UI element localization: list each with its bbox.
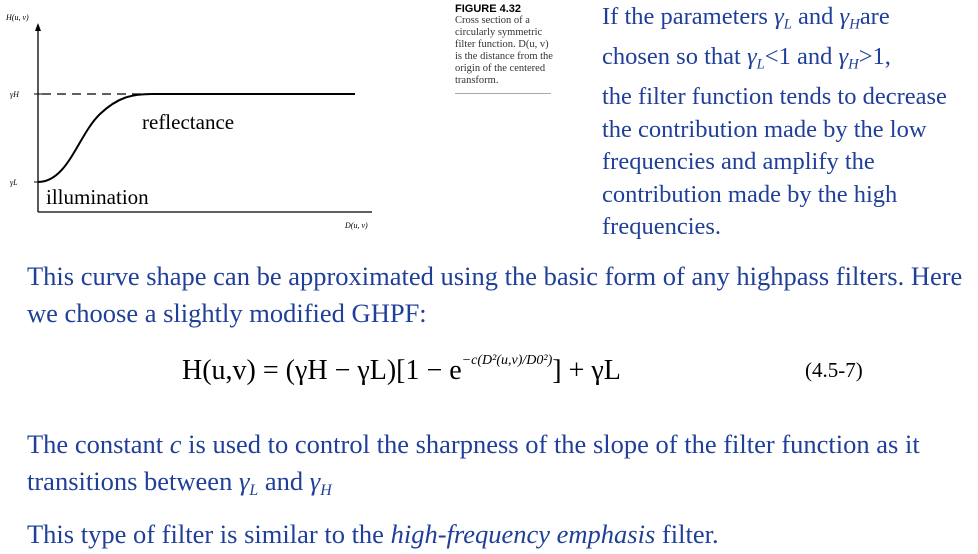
- equation-number: (4.5-7): [805, 358, 863, 382]
- constant-c: c: [169, 429, 182, 459]
- gamma-l-tick-label: γL: [10, 178, 18, 187]
- equation-exponent: −c(D²(u,v)/D0²): [461, 353, 553, 368]
- gamma-h-tick-label: γH: [10, 90, 19, 99]
- gamma-symbol: γ: [238, 466, 250, 496]
- side-text-part: and: [791, 3, 840, 30]
- caption-text: Cross section of a circularly symmetric filter function. D(u, v) is the distance from the origin of the centered transform.: [455, 15, 553, 86]
- side-text-part: are: [859, 3, 890, 30]
- figure-number: FIGURE 4.32: [455, 3, 522, 15]
- side-text-part: If the parameters: [602, 3, 775, 30]
- side-text-part: <1 and: [764, 43, 839, 70]
- filter-curve: [38, 94, 355, 182]
- paragraph-highpass-intro: This curve shape can be approximated using the basic form of any highpass filters. Here we choose a slightly modified GHPF:: [27, 261, 963, 328]
- reflectance-label: reflectance: [142, 110, 235, 134]
- y-axis-arrow: [35, 23, 41, 31]
- paragraph-hfe-similarity: [27, 516, 967, 553]
- equation-lhs: H(u,v) = (γH − γL)[1 − e: [182, 355, 462, 386]
- para3-part: This type of filter is similar to the: [27, 519, 391, 549]
- para2-part: is used to control the sharpness of the slope of the filter function as it transitions between: [27, 429, 920, 496]
- gamma-symbol: γ: [838, 43, 849, 70]
- para3-part: filter.: [655, 519, 719, 549]
- equation-4-5-7: [182, 343, 702, 403]
- subscript-h: H: [848, 56, 859, 73]
- gamma-symbol: γ: [774, 3, 784, 30]
- gamma-symbol: γ: [746, 43, 757, 70]
- emphasis-hfe: high-frequency emphasis: [390, 519, 656, 549]
- subscript-l: L: [756, 56, 765, 73]
- x-axis-label: D(u, v): [345, 221, 368, 230]
- gamma-symbol: γ: [309, 466, 321, 496]
- subscript-h: H: [320, 481, 332, 499]
- side-text-rest: the filter function tends to decrease the contribution made by the low frequencies and amplify the contribution made by the high frequencies.: [602, 83, 947, 241]
- para2-part: The constant: [27, 429, 170, 459]
- figure-svg: [0, 0, 420, 245]
- para2-part: and: [258, 466, 310, 496]
- illumination-label: illumination: [46, 185, 149, 209]
- side-text-part: >1,: [858, 43, 891, 70]
- caption-rule: [455, 93, 551, 94]
- paragraph-constant-c: [27, 426, 967, 509]
- side-text-part: chosen so that: [602, 43, 747, 70]
- subscript-h: H: [849, 16, 860, 33]
- equation-rhs: ] + γL: [552, 355, 621, 386]
- filter-cross-section-figure: [0, 0, 420, 245]
- y-axis-label: H(u, v): [6, 13, 29, 22]
- figure-caption: [455, 3, 553, 87]
- subscript-l: L: [783, 16, 792, 33]
- gamma-symbol: γ: [839, 3, 850, 30]
- subscript-l: L: [249, 481, 259, 499]
- side-paragraph: [602, 1, 974, 244]
- equation-line: [182, 355, 621, 387]
